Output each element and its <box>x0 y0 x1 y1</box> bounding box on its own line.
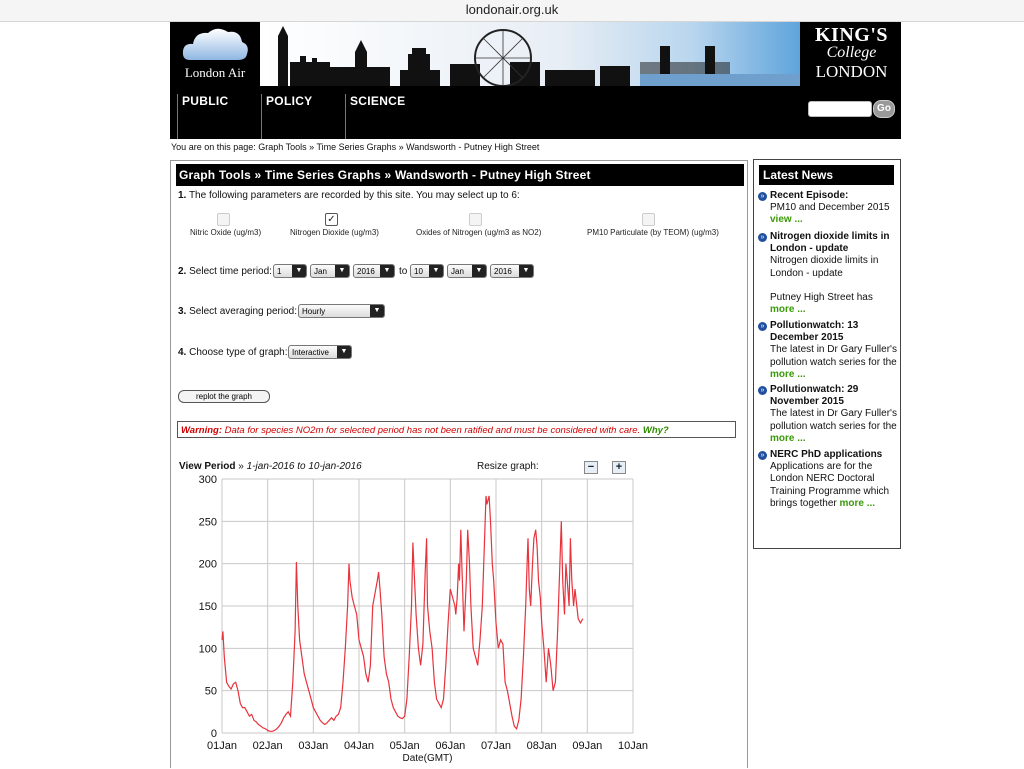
chevron-down-icon: ▼ <box>370 305 384 317</box>
x-tick-label: 03Jan <box>298 740 329 752</box>
view-period-sep: » <box>238 461 244 472</box>
to-month-select[interactable] <box>447 264 487 278</box>
to-day-select[interactable] <box>410 264 444 278</box>
averaging-value: Hourly <box>302 307 326 316</box>
checkbox-oxides-of-nitrogen[interactable] <box>469 213 482 226</box>
news-item <box>758 384 900 445</box>
param-label-nitrogen-dioxide: Nitrogen Dioxide (ug/m3) <box>290 228 379 237</box>
chevron-down-icon: ▼ <box>335 265 349 277</box>
param-label-nitric-oxide: Nitric Oxide (ug/m3) <box>190 228 262 237</box>
step2-number: 2. <box>178 266 187 277</box>
x-tick-label: 09Jan <box>572 740 603 752</box>
to-month-value: Jan <box>451 267 464 276</box>
kings-college-logo[interactable] <box>802 22 901 86</box>
london-skyline-image <box>260 22 800 86</box>
step1-label <box>178 190 520 201</box>
y-tick-label: 100 <box>198 643 217 656</box>
to-year-select[interactable] <box>490 264 534 278</box>
from-year-value: 2016 <box>357 267 375 276</box>
y-tick-label: 250 <box>198 516 217 529</box>
news-more-link[interactable]: view ... <box>770 214 803 226</box>
main-nav <box>170 86 901 139</box>
y-tick-label: 300 <box>198 475 217 486</box>
bullet-icon: » <box>758 451 767 460</box>
step2-text: Select time period: <box>189 266 272 277</box>
x-tick-label: 02Jan <box>252 740 283 752</box>
step3-label <box>178 306 297 317</box>
nav-policy[interactable]: POLICY <box>261 94 312 139</box>
kcl-line2: College <box>826 44 877 61</box>
news-headline[interactable]: Pollutionwatch: 29 November 2015 <box>770 384 859 408</box>
x-tick-label: 01Jan <box>207 740 237 752</box>
news-headline[interactable]: Pollutionwatch: 13 December 2015 <box>770 320 859 344</box>
news-item <box>758 449 900 510</box>
checkbox-nitrogen-dioxide[interactable] <box>325 213 338 226</box>
news-headline[interactable]: Recent Episode: <box>770 190 849 201</box>
parameter-checkboxes <box>176 213 744 243</box>
search-input[interactable] <box>808 101 872 117</box>
news-body: Nitrogen dioxide limits in London - update Putney High Street has <box>770 255 879 304</box>
search-go-button[interactable]: Go <box>873 100 895 118</box>
step3-number: 3. <box>178 306 187 317</box>
news-headline[interactable]: Nitrogen dioxide limits in London - update <box>770 231 890 255</box>
step2-label <box>178 266 272 277</box>
step1-number: 1. <box>178 190 187 201</box>
x-tick-label: 05Jan <box>389 740 420 752</box>
news-body: PM10 and December 2015 <box>770 202 890 214</box>
graph-tools-panel <box>170 160 748 768</box>
news-body: The latest in Dr Gary Fuller's pollution watch series for the <box>770 344 897 368</box>
zoom-in-button[interactable]: + <box>612 461 626 474</box>
nav-science[interactable]: SCIENCE <box>345 94 405 139</box>
x-axis-title: Date(GMT) <box>402 753 453 764</box>
news-body: Applications are for the London NERC Doctoral Training Programme which brings together <box>770 461 890 509</box>
from-day-value: 1 <box>277 267 282 276</box>
chevron-down-icon: ▼ <box>292 265 306 277</box>
from-day-select[interactable] <box>273 264 307 278</box>
step4-number: 4. <box>178 347 187 358</box>
url-text: londonair.org.uk <box>465 2 559 17</box>
breadcrumb: You are on this page: Graph Tools » Time Series Graphs » Wandsworth - Putney High Street <box>171 142 540 152</box>
x-tick-label: 06Jan <box>435 740 466 752</box>
x-tick-label: 04Jan <box>344 740 374 752</box>
chevron-down-icon: ▼ <box>380 265 394 277</box>
check-icon: ✓ <box>327 214 336 225</box>
browser-url-bar[interactable] <box>0 0 1024 22</box>
panel-title: Graph Tools » Time Series Graphs » Wandsworth - Putney High Street <box>176 164 744 186</box>
news-more-link[interactable]: more ... <box>770 304 806 316</box>
news-item <box>758 231 900 316</box>
param-label-oxides-of-nitrogen: Oxides of Nitrogen (ug/m3 as NO2) <box>416 228 542 237</box>
to-day-value: 10 <box>414 267 423 276</box>
view-period <box>179 461 362 472</box>
replot-button[interactable]: replot the graph <box>178 390 270 403</box>
step4-label <box>178 347 288 358</box>
graph-type-value: Interactive <box>292 348 329 357</box>
london-air-logo[interactable] <box>170 22 260 86</box>
warning-text: Data for species NO2m for selected period has not been ratified and must be considered with care. <box>224 425 641 436</box>
x-tick-label: 08Jan <box>526 740 557 752</box>
news-body: The latest in Dr Gary Fuller's pollution watch series for the <box>770 408 897 432</box>
latest-news-sidebar <box>753 159 901 549</box>
warning-why-link[interactable]: Why? <box>642 425 669 436</box>
checkbox-nitric-oxide[interactable] <box>217 213 230 226</box>
chevron-down-icon: ▼ <box>429 265 443 277</box>
averaging-period-select[interactable] <box>298 304 385 318</box>
news-more-link[interactable]: more ... <box>770 368 806 380</box>
nav-public[interactable]: PUBLIC <box>177 94 228 139</box>
to-label: to <box>399 266 408 277</box>
chevron-down-icon: ▼ <box>472 265 486 277</box>
banner <box>170 22 901 86</box>
checkbox-pm10[interactable] <box>642 213 655 226</box>
x-tick-label: 10Jan <box>618 740 648 752</box>
step4-text: Choose type of graph: <box>189 347 288 358</box>
from-month-value: Jan <box>314 267 327 276</box>
kcl-line3: LONDON <box>815 62 888 81</box>
param-label-pm10: PM10 Particulate (by TEOM) (ug/m3) <box>587 228 719 237</box>
bullet-icon: » <box>758 233 767 242</box>
warning-box <box>177 421 736 438</box>
latest-news-title: Latest News <box>759 165 894 185</box>
kcl-line1: KING'S <box>814 24 889 46</box>
y-tick-label: 150 <box>198 601 217 613</box>
y-tick-label: 0 <box>210 728 217 740</box>
y-tick-label: 50 <box>204 685 217 698</box>
news-item <box>758 320 900 381</box>
graph-type-select[interactable] <box>288 345 352 359</box>
bullet-icon: » <box>758 192 767 201</box>
cloud-icon <box>180 24 250 64</box>
news-item <box>758 190 900 227</box>
chevron-down-icon: ▼ <box>337 346 351 358</box>
bullet-icon: » <box>758 322 767 331</box>
view-period-value: 1-jan-2016 to 10-jan-2016 <box>246 461 362 472</box>
from-year-select[interactable] <box>353 264 395 278</box>
to-year-value: 2016 <box>494 267 512 276</box>
bullet-icon: » <box>758 386 767 395</box>
warning-label: Warning: <box>181 425 222 436</box>
zoom-out-button[interactable]: − <box>584 461 598 474</box>
x-tick-label: 07Jan <box>481 740 511 752</box>
logo-text: London Air <box>184 65 246 80</box>
view-period-label: View Period <box>179 461 236 472</box>
skyline-silhouette <box>260 22 800 86</box>
step1-text: The following parameters are recorded by this site. You may select up to 6: <box>188 190 520 201</box>
no2-time-series-chart[interactable] <box>171 475 747 769</box>
series-line-no2 <box>222 496 583 731</box>
news-more-link[interactable]: more ... <box>770 432 806 444</box>
from-month-select[interactable] <box>310 264 350 278</box>
resize-graph-label: Resize graph: <box>477 461 539 472</box>
y-tick-label: 200 <box>198 558 217 571</box>
step3-text: Select averaging period: <box>189 306 297 317</box>
news-headline[interactable]: NERC PhD applications <box>770 449 883 460</box>
chevron-down-icon: ▼ <box>519 265 533 277</box>
news-more-link[interactable]: more ... <box>839 497 876 509</box>
